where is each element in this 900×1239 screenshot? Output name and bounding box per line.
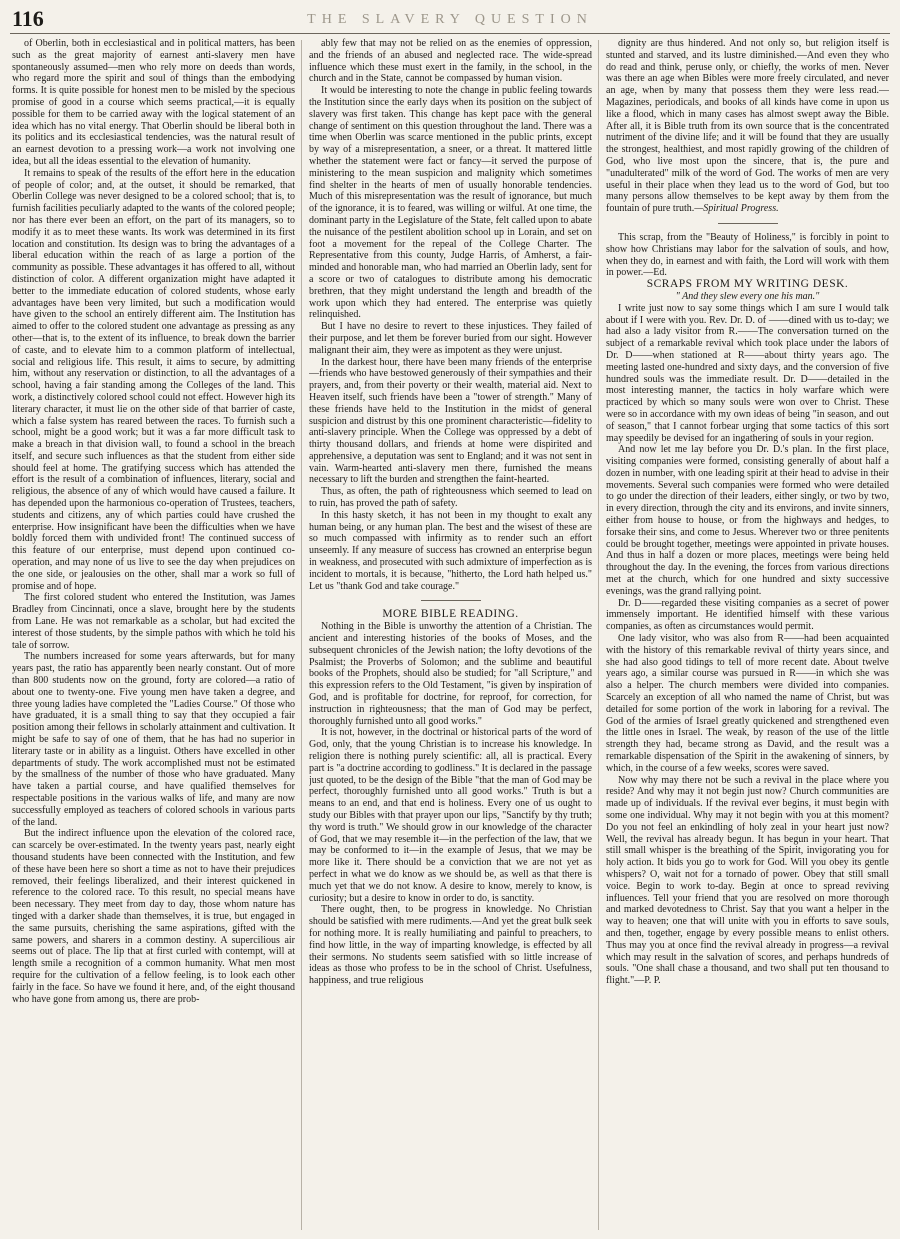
section-divider: [718, 223, 778, 224]
paragraph: I write just now to say some things which I am sure I would talk about if I were with you. Rev. Dr. D. of ——dined with us to-day; we had also a lady visitor from R.——The conversation turned on the subject of a remarkable revival which took place under the labors of Dr. D——when stationed at R——about thirty years ago. The meeting lasted one-hundred and sixty days, and the conversion of five hundred souls was the immediate result. Dr. D——detailed in the most interesting manner, the tactics in holy warfare which were practiced by which so many souls were won over to Christ. These were so in accordance with my own ideas of being "in season, and out of season," that I cannot forbear urging that some tactics of this sort may speedily be devised for an ingathering of souls in your region.: [606, 302, 889, 444]
section-divider: [421, 600, 481, 601]
epigraph: " And they slew every one his man.": [675, 290, 820, 302]
paragraph: There ought, then, to be progress in knowledge. No Christian should be satisfied with mere rudiments.—And yet the great bulk seek for nothing more. It is really humiliating and painful to preachers, to find how little, in the way of imparting knowledge, is effected by all their sermons. No students seem satisfied with so little increase of ideas as those who profess to be in the school of Christ. Usefulness, happiness, and true religious: [309, 904, 592, 987]
paragraph: The numbers increased for some years afterwards, but for many years past, the ratio has apparently been nearly constant. Out of more than 800 students now on the ground, forty are colored—a ratio of about one to twenty-one. Five young men have taken a degree, and three young ladies have completed the "Ladies Course." Of those who have graduated, it is a small thing to say that they occupied a fair position among their fellows in scholarly attainment and cultivation. It might be safe to say of one of them, that he has had no superior in literary taste or in ability as a linguist. Others have excelled in other departments of study. The work accomplished must not be estimated by the smallness of the number of those who have graduated. Many have taken a partial course, and have qualified themselves for respectable positions in the various walks of life, and many are now successfully employed as teachers of colored schools in various parts of the land.: [12, 651, 295, 828]
running-head: THE SLAVERY QUESTION: [307, 12, 593, 27]
page-number: 116: [12, 6, 44, 31]
paragraph: It is not, however, in the doctrinal or historical parts of the word of God, only, that the young Christian is to increase his knowledge. In religion there is nothing purely scientific: all, all is practical. Every part is "a doctrine according to godliness." It is declared in the passage just quoted, to be the design of the Bible "that the man of God may be perfect, thoroughly furnished unto all good works." Truth is but a means to an end, and that end is holiness. Every one of us ought to study our Bibles with that prayer upon our lips, "Sanctify by thy truth; thy word is truth." We should grow in our knowledge of the character of God, that we may resemble it—in the perfection of the law, that we may be conformed to it—in the example of Jesus, that we may be more like it. There should be a conviction that we are not yet as perfect in what we do know as we should be, as well as that there is much yet that we do not know. A desire to know, merely to know, is curiosity; but a desire to know in order to do, is sanctity.: [309, 727, 592, 904]
column-middle: [309, 38, 592, 1233]
paragraph: In this hasty sketch, it has not been in my thought to exalt any human being, or any human plan. The best and the wisest of these are so much compassed with infirmity as to render such an effort unseemly. If any measure of success has crowned an enterprise begun in weakness, and prosecuted with such admixture of imperfection as is incident to mortals, it is because, "hitherto, the Lord hath helped us." Let us "thank God and take courage.": [309, 509, 592, 592]
paragraph: And now let me lay before you Dr. D.'s plan. In the first place, visiting companies were formed, consisting generally of about half a dozen in number, with one leading spirit at their head to advise in their movements. Several such companies were formed who were detailed to go under the direction of their leaders, either singly, or two by two, in every direction, through the city and its environs, and invite sinners, either from house to house, or from the highways and hedges, to forsake their sins, and come to Jesus. Wherever two or three penitents could be brought together, meetings were appointed in private houses. And thus in half a dozen or more places, meetings were being held throughout the day. In the evening, the forces from various directions met at the church, which for one hundred and sixty successive evenings, was the grand rallying point.: [606, 444, 889, 597]
paragraph: It remains to speak of the results of the effort here in the education of people of color; and, at the outset, it should be remarked, that Oberlin College was never designed to be a colored school; that is, to furnish facilities peculiarly adapted to the wants of the colored people; nor has there ever been an effort, on the part of its managers, so to modify it as to meet these wants. Its work was determined in its first location and constitution. Its design was to bring the advantages of a liberal education within the reach of as large a portion of the community as possible. These advantages it has offered to all, without distinction of color. A different organization might have adapted it better to the immediate education of colored students, whose early advantages have been very limited, but such a modification would have given to the school an entirely different aim. The Institution has aimed to offer to the colored student one advantage as pressing as any other—that is, to the extent of its influence, to break down the barrier of caste, and to elevate him to a common platform of intellectual, social and religious life. This result, it aims to secure, by admitting him, without any reservation or distinction, to all the advantages of a school, having a fair standing among the Colleges of the land. This work, a distinctively colored school could not effect. However high its literary character, it must lie on the other side of that barrier of caste, which a false system has reared between the races. To furnish such a school, might be a good work; but it was a far more difficult task to make a breach in that division wall, to found a school in the breach itself, and secure such influences as that the student from either side should feel at home. The gratifying success which has attended the effort is the result of a combination of influences, literary, social and religious, the absence of any of which would have caused a failure. It has depended upon the harmonious co-operation of Trustees, teachers, students and citizens, any of which parties could have crushed the enterprise. How insignificant have been the difficulties when we have boldly forced them with undivided front! The continued success of this feature of our enterprise, must depend upon continued co-operation, and may none of us live to see the day when prejudices on the one side, or jealousies on the other, shall mar a work so full of promise and of hope.: [12, 167, 295, 592]
paragraph: It would be interesting to note the change in public feeling towards the Institution since the early days when its position on the subject of slavery was first taken. This change has kept pace with the general change of sentiment on this question throughout the land. There was a time when Oberlin was scarce mentioned in the public prints, except by way of a misrepresentation, a sneer, or a threat. It mattered little whether the statement were fact or fancy—it served the purpose of ministering to the mean suspicion and malignity which sometimes find shelter in the hearts of men of usually honorable tendencies. Much of this misrepresentation was the result of ignorance, but much of the ignorance, it is to feared, was willing or wilful. At one time, the dominant party in the Legislature of the State, felt called upon to abate the nuisance of the pestilent abolition school up in Lorain, and set on foot a movement for the repeal of the College Charter. The Representative from this county, Judge Harris, of Amherst, a fair-minded and honorable man, who had married an Oberlin lady, sent for a score or two of catalogues to distribute among his democratic brethren, that they might understand the length and breadth of the work upon which they had entered. The enterprise was quietly relinquished.: [309, 85, 592, 321]
paragraph: This scrap, from the "Beauty of Holiness," is forcibly in point to show how Christians may labor for the salvation of souls, and how, when they do, in earnest and with faith, the Lord will work with them in power.—Ed.: [606, 231, 889, 279]
paragraph: Dr. D——regarded these visiting companies as a secret of power immensely important. He identified himself with these various companies, as often as circumstances would permit.: [606, 597, 889, 633]
paragraph: of Oberlin, both in ecclesiastical and in political matters, has been such as the great majority of earnest anti-slavery men have spontaneously assumed—men who rely more on deeds than words, who regard more the spirit and soul of things than the embodying forms. It is quite possible for honest men to be misled by the specious promise of good in a course which seems practical,—it is equally possible for them to be carried away with the logical statement of an idea which has no vital energy. That Oberlin should be liberal both in its politics and its ecclesiastical tendencies, was the natural result of an earnest devotion to a pressing work—a work not involving one idea, but all the ideas essential to the elevation of humanity.: [12, 38, 295, 167]
section-heading: MORE BIBLE READING.: [382, 608, 519, 621]
paragraph: Thus, as often, the path of righteousness which seemed to lead on to ruin, has proved the path of safety.: [309, 486, 592, 510]
section-heading: SCRAPS FROM MY WRITING DESK.: [646, 278, 849, 291]
paragraph-text: dignity are thus hindered. And not only so, but religion itself is stunted and starved, and its lustre diminished.—And even they who do read and think, peruse only, or chiefly, the works of men. Never was there an age when Bibles were more freely circulated, and never an age, when by many that possess them they were less read.—Magazines, periodicals, and books of all kinds have come in upon us like a flood, which in many cases has almost swept away the Bible. After all, it is Bible truth from its own source that is the concentrated nutriment of the divine life; and it will be found that they are usually the strongest, healthiest, and most rapidly growing of the children of God, who live most upon the sincere, that is, the pure and "unadulterated" milk of the word of God. The works of men are very useful in their place when they lead us to the word of God, but too many persons allow themselves to be kept away by them from the fountain of pure truth.: [606, 38, 889, 215]
column-left: [12, 38, 295, 1233]
paragraph: In the darkest hour, there have been many friends of the enterprise—friends who have bestowed generously of their sympathies and their prayers, and, from their poverty or their wealth, material aid. Next to Heaven itself, such friends have been a "tower of strength." Many of these friends have held to the Institution in the midst of general suspicion and distrust by this one prominent characteristic—fidelity to anti-slavery principle. When the College was oppressed by a debt of thirty thousand dollars, and friends at home were dispirited and apprehensive, a deputation was sent to England; and it was not sent in vain. Warm-hearted anti-slavery men there, furnished the means necessary to lift the burden and strengthen the faint-hearted.: [309, 356, 592, 486]
paragraph: One lady visitor, who was also from R——had been acquainted with the history of this remarkable revival of thirty years since, and she had also good tidings to tell of more recent date. About twelve years ago, a similar course was pursued in R——in which she was also a helper. The church members were divided into companies. Scarcely an exception of all who named the name of Christ, but was detailed for some portion of the work in laboring for a revival. The God of the armies of Israel greatly quickened and strengthened even the little ones in Israel. The weak, by reason of the use of the little strength they had, became strong as David, and the result was a remarkable dispensation of the Spirit in the awakening of sinners, by which, in the course of a few weeks, scores were saved.: [606, 633, 889, 774]
column-divider: [301, 40, 302, 1230]
paragraph: [606, 38, 889, 215]
column-divider: [598, 40, 599, 1230]
page-header: [0, 0, 900, 34]
paragraph: Nothing in the Bible is unworthy the attention of a Christian. The ancient and interesting histories of the books of Moses, and the subsequent chronicles of the Jewish nation; the lofty devotions of the Psalmist; the Proverbs of Solomon; and the sublime and beautiful books of the Prophets, should also be studied; for "all Scripture," and this expression refers to the Old Testament, "is given by inspiration of God, and is profitable for doctrine, for reproof, for correction, for instruction in righteousness; that the man of God may be perfect, thoroughly furnished unto all good works.": [309, 621, 592, 727]
column-right: [606, 38, 889, 1233]
header-rule: [10, 33, 890, 34]
source-citation: —Spiritual Progress.: [694, 203, 779, 215]
paragraph: Now why may there not be such a revival in the place where you reside? And why may it not begin just now? Church communities are made up of individuals. If the revival ever begins, it must begin with some one individual. Why may it not begin with you at this moment? Do you not feel an enkindling of holy zeal in your heart just now? Well, the revival has already begun. It has begun in your heart. That still small whisper is the breathing of the Spirit, invigorating you for holy action. It bids you go to work for God. Will you obey its gentle whispers? O, wait not for a tornado of power. Obey that still small voice. Begin to work to-day. Begin at once to spread reviving influences. Tell your friend that you are resolved on more thorough and marked devotedness to Christ. Say that you want a helper in the way to heaven; one that will unite with you in efforts to save souls, and then, together, engage by every possible means to enlist others. Thus may you at once find the revival already in progress—a revival which may result in the salvation of scores, and perhaps hundreds of souls. "One shall chase a thousand, and two shall put ten thousand to flight."—P. P.: [606, 774, 889, 987]
paragraph: ably few that may not be relied on as the enemies of oppression, and the friends of an abused and neglected race. The wide-spread influence which these must exert in the family, in the school, in the church and in the State, cannot be compassed by human vision.: [309, 38, 592, 85]
paragraph: The first colored student who entered the Institution, was James Bradley from Cincinnati, once a slave, brought here by the students from Lane. He was not remarkable as a scholar, but had excited the interest of those students, by the simple pathos with which he told his tale of sorrow.: [12, 592, 295, 651]
paragraph: But the indirect influence upon the elevation of the colored race, can scarcely be over-estimated. In the twenty years past, nearly eight thousand students have been connected with the Institution, and few of these have been here so short a time as not to have their prejudices removed, their feelings liberalized, and their interest quickened in reference to the colored race. To this result, no special means have been necessary. They meet from day to day, those whom nature has tinged with a darker shade than themselves, it is true, but engaged in the same pursuits, cherishing the same aspirations, gifted with the same powers, and sharers in a common destiny. A supercilious air seems out of place. The lip that at first curled with contempt, will at length smile a recognition of a common humanity. What men most require for the cultivation of a fellow feeling, is to look each other fairly in the face. So have we found it here, and, of the eight thousand who have gone from among us, there are prob-: [12, 828, 295, 1005]
paragraph: But I have no desire to revert to these injustices. They failed of their purpose, and let them be forever buried from our sight. However malignant their aim, they were as impotent as they were unjust.: [309, 321, 592, 356]
